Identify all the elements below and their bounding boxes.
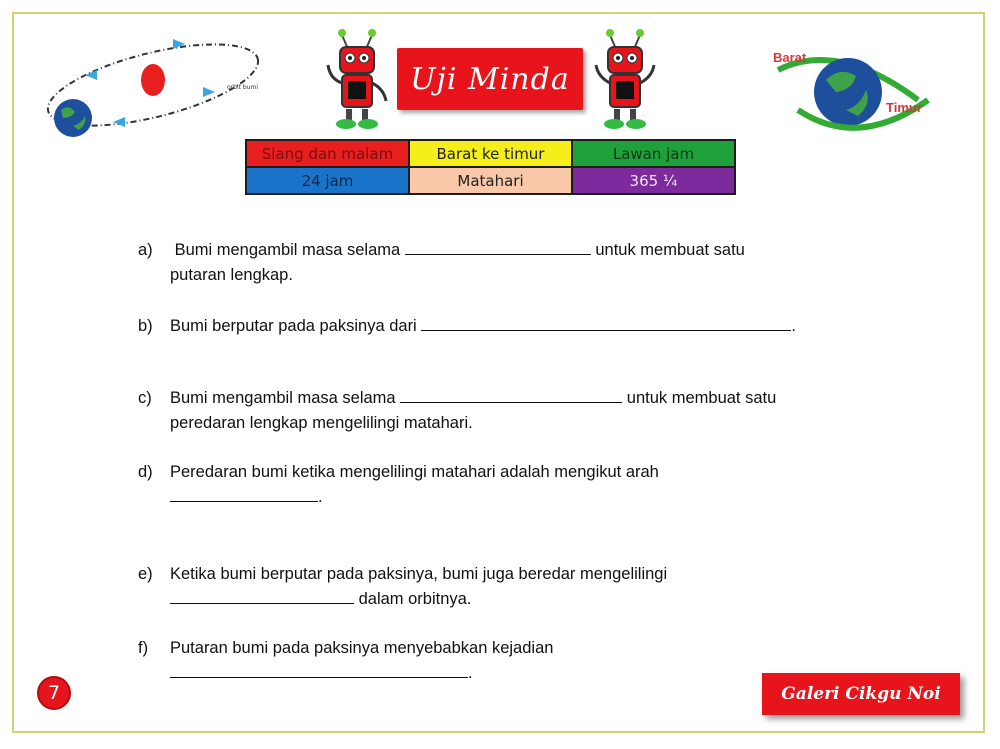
question-text: dalam orbitnya. — [358, 590, 472, 608]
answer-blank[interactable] — [170, 485, 318, 502]
question-d — [138, 460, 878, 510]
answer-cell: Matahari — [409, 167, 572, 194]
question-e — [138, 562, 878, 612]
question-text: Ketika bumi berputar pada paksinya, bumi juga beredar mengelilingi — [170, 565, 668, 583]
answer-blank[interactable] — [170, 587, 354, 604]
east-label: Timur — [886, 100, 922, 115]
question-label: d) — [138, 463, 153, 481]
answer-blank[interactable] — [421, 314, 791, 331]
table-row — [246, 140, 735, 167]
earth-icon — [54, 99, 92, 137]
question-text: peredaran lengkap mengelilingi matahari. — [170, 414, 473, 432]
question-text: putaran lengkap. — [170, 266, 293, 284]
question-label: f) — [138, 639, 149, 657]
page-number-badge: 7 — [37, 676, 71, 710]
brand-text: Galeri Cikgu Noi — [781, 684, 941, 704]
robot-icon — [318, 25, 396, 130]
question-label: c) — [138, 389, 152, 407]
question-a — [138, 238, 878, 288]
question-text: untuk membuat satu — [626, 389, 777, 407]
earth-icon — [814, 58, 882, 126]
answer-bank-table — [245, 139, 736, 195]
page-title: Uji Minda — [410, 61, 570, 97]
robot-icon — [586, 25, 664, 130]
answer-cell: Barat ke timur — [409, 140, 572, 167]
question-text: . — [318, 488, 323, 506]
question-text: Putaran bumi pada paksinya menyebabkan kejadian — [170, 639, 554, 657]
question-text: . — [791, 317, 796, 335]
question-text: Bumi mengambil masa selama — [170, 389, 396, 407]
answer-blank[interactable] — [170, 661, 468, 678]
question-label: e) — [138, 565, 153, 583]
question-text: . — [468, 664, 473, 682]
question-text: untuk membuat satu — [595, 241, 745, 259]
answer-cell: Siang dan malam — [246, 140, 409, 167]
table-row — [246, 167, 735, 194]
sun-icon — [141, 64, 165, 96]
orbit-illustration — [35, 30, 280, 150]
question-b — [138, 314, 878, 339]
question-c — [138, 386, 878, 436]
answer-blank[interactable] — [405, 238, 591, 255]
question-text: Peredaran bumi ketika mengelilingi matahari adalah mengikut arah — [170, 463, 659, 481]
brand-banner — [762, 673, 960, 715]
question-text: Bumi mengambil masa selama — [170, 241, 401, 259]
west-label: Barat — [773, 50, 807, 65]
answer-cell: 24 jam — [246, 167, 409, 194]
title-banner — [397, 48, 583, 110]
answer-blank[interactable] — [400, 386, 622, 403]
question-label: b) — [138, 317, 153, 335]
globe-illustration — [768, 40, 938, 140]
answer-cell: Lawan jam — [572, 140, 735, 167]
question-text: Bumi berputar pada paksinya dari — [170, 317, 417, 335]
orbit-caption: orbit bumi — [227, 84, 258, 91]
question-label: a) — [138, 241, 153, 259]
answer-cell: 365 ¼ — [572, 167, 735, 194]
